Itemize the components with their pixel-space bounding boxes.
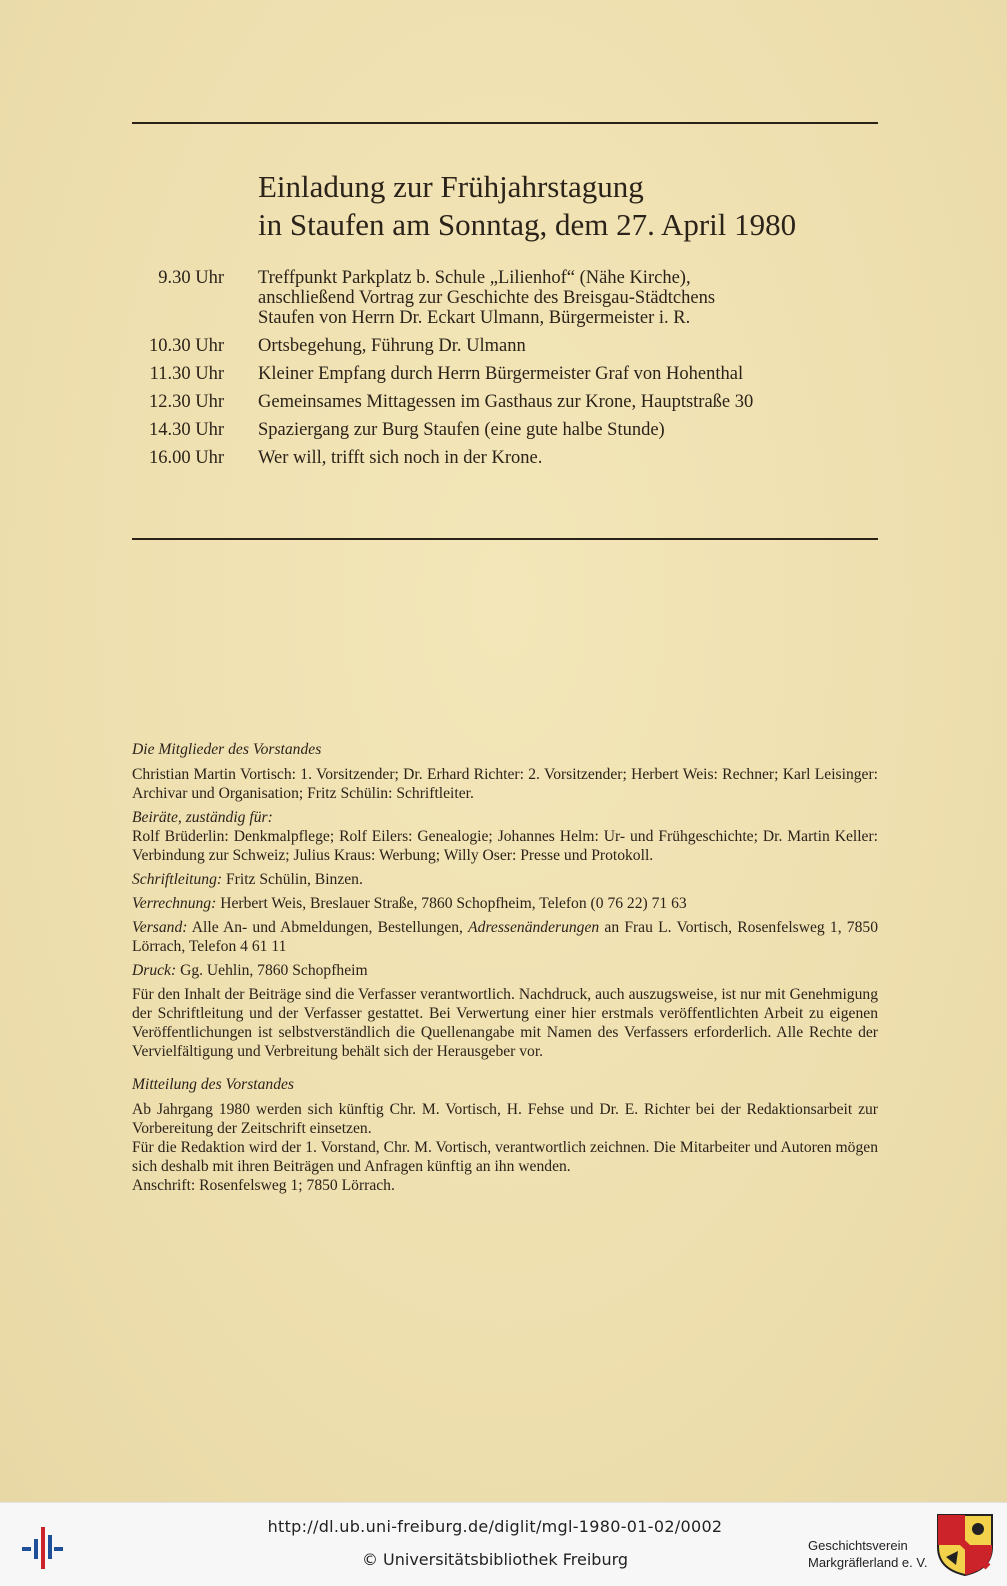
title-line-2: in Staufen am Sonntag, dem 27. April 1980: [258, 207, 797, 242]
schedule-line: Kleiner Empfang durch Herrn Bürgermeister Graf von Hohenthal: [258, 364, 744, 384]
address-change-label: Adressenänderungen: [468, 919, 600, 936]
invitation-title: [258, 168, 898, 244]
billing-label: Verrechnung:: [132, 895, 217, 912]
schedule-description: [258, 448, 890, 468]
board-section: [132, 740, 878, 1195]
schedule-line: Wer will, trifft sich noch in der Krone.: [258, 448, 543, 468]
top-rule: [132, 122, 878, 124]
schedule-time: 10.30 Uhr: [148, 336, 224, 356]
schedule-description: [258, 420, 890, 440]
schedule-time: 11.30 Uhr: [149, 364, 224, 384]
schedule-description: [258, 268, 890, 328]
print-text: Gg. Uehlin, 7860 Schopfheim: [176, 962, 368, 979]
schedule-time: 9.30 Uhr: [158, 268, 224, 288]
bottom-rule: [132, 538, 878, 540]
schedule-description: [258, 336, 890, 356]
schedule-time: 14.30 Uhr: [148, 420, 224, 440]
organization-line-1: Geschichtsverein: [808, 1538, 908, 1553]
billing-line: [132, 894, 878, 913]
schedule-line: Ortsbegehung, Führung Dr. Ulmann: [258, 336, 526, 356]
print-line: [132, 961, 878, 980]
schedule-time: 12.30 Uhr: [148, 392, 224, 412]
print-label: Druck:: [132, 962, 177, 979]
shipping-text: Alle An- und Abmeldungen, Bestellungen,: [187, 919, 469, 936]
notice-paragraph-1: Ab Jahrgang 1980 werden sich künftig Chr. M. Vortisch, H. Fehse und Dr. E. Richter bei der Redaktionsarbeit zur Vorbereitung der Zeitschrift einsetzen.: [132, 1101, 878, 1137]
advisors-heading: Beiräte, zuständig für:: [132, 809, 273, 826]
shipping-text-2: an Frau L. Vortisch, Rosenfelsweg 1, 7850 Lörrach, Telefon 4 61 11: [132, 919, 878, 955]
schedule-row: [110, 364, 890, 384]
document-url[interactable]: http://dl.ub.uni-freiburg.de/diglit/mgl-1980-01-02/0002: [267, 1517, 723, 1536]
editor-label: Schriftleitung:: [132, 871, 223, 888]
notice-heading: Mitteilung des Vorstandes: [132, 1076, 294, 1093]
organization-name: [808, 1537, 927, 1571]
title-line-1: Einladung zur Frühjahrstagung: [258, 169, 644, 204]
billing-text: Herbert Weis, Breslauer Straße, 7860 Schopfheim, Telefon (0 76 22) 71 63: [216, 895, 687, 912]
editor-text: Fritz Schülin, Binzen.: [222, 871, 363, 888]
viewer-footer: [0, 1502, 1007, 1586]
schedule-row: [110, 420, 890, 440]
schedule-row: [110, 392, 890, 412]
disclaimer: Für den Inhalt der Beiträge sind die Verfasser verantwortlich. Nachdruck, auch auszugsweise, ist nur mit Genehmigung der Schriftleitung und der Verfasser gestattet. Bei Verwertung einer hier erstmals veröffentlichten Arbeit zu eigenen Veröffentlichungen ist selbstverständlich die Quellenangabe mit Namen des Verfassers erforderlich. Alle Rechte der Vervielfältigung und Verbreitung behält sich der Herausgeber vor.: [132, 986, 878, 1060]
schedule-row: [110, 336, 890, 356]
board-members: Christian Martin Vortisch: 1. Vorsitzender; Dr. Erhard Richter: 2. Vorsitzender; Herbert Weis: Rechner; Karl Leisinger: Archivar und Organisation; Fritz Schülin: Schriftleiter.: [132, 766, 878, 802]
editor-line: [132, 870, 878, 889]
shipping-line: [132, 918, 878, 956]
schedule-row: [110, 268, 890, 328]
coat-of-arms-icon: [936, 1513, 994, 1577]
schedule-line: anschließend Vortrag zur Geschichte des Breisgau-Städtchens: [258, 288, 716, 308]
notice-paragraph-2: Für die Redaktion wird der 1. Vorstand, Chr. M. Vortisch, verantwortlich zeichnen. Die Mitarbeiter und Autoren mögen sich deshalb mit ihren Beiträgen und Anfragen künftig an ihn wenden.: [132, 1139, 878, 1175]
schedule-line: Gemeinsames Mittagessen im Gasthaus zur Krone, Hauptstraße 30: [258, 392, 754, 412]
organization-line-2: Markgräflerland e. V.: [808, 1555, 928, 1570]
schedule-row: [110, 448, 890, 468]
shipping-label: Versand:: [132, 919, 188, 936]
schedule-line: Staufen von Herrn Dr. Eckart Ulmann, Bürgermeister i. R.: [258, 308, 691, 328]
schedule-time: 16.00 Uhr: [148, 448, 224, 468]
advisors-text: Rolf Brüderlin: Denkmalpflege; Rolf Eilers: Genealogie; Johannes Helm: Ur- und Frühgeschichte; Dr. Martin Keller: Verbindung zur Schweiz; Julius Kraus: Werbung; Willy Oser: Presse und Protokoll.: [132, 828, 878, 864]
notice-address: Anschrift: Rosenfelsweg 1; 7850 Lörrach.: [132, 1177, 395, 1194]
copyright-notice: © Universitätsbibliothek Freiburg: [361, 1550, 629, 1569]
schedule-description: [258, 364, 890, 384]
schedule-list: [110, 268, 890, 476]
schedule-description: [258, 392, 890, 412]
board-heading: Die Mitglieder des Vorstandes: [132, 741, 322, 758]
schedule-line: Treffpunkt Parkplatz b. Schule „Lilienhof“ (Nähe Kirche),: [258, 268, 691, 288]
schedule-line: Spaziergang zur Burg Staufen (eine gute halbe Stunde): [258, 420, 665, 440]
